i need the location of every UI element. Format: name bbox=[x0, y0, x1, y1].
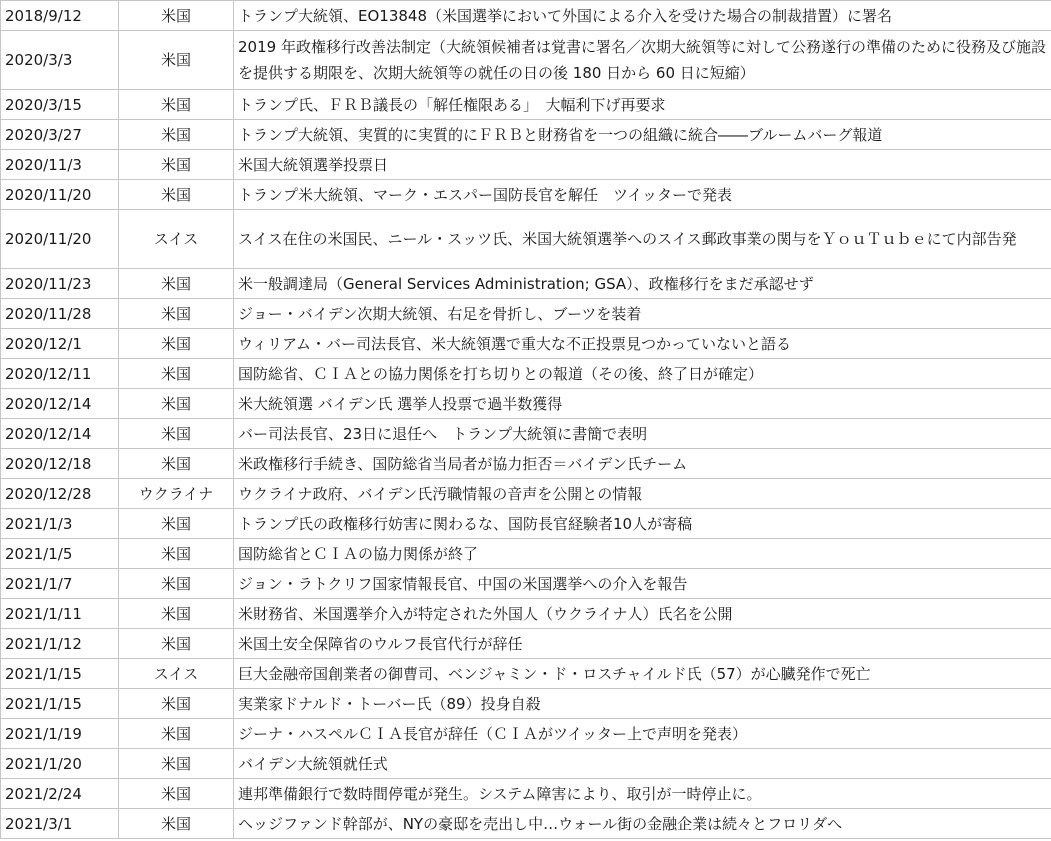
event-cell[interactable]: バイデン大統領就任式 bbox=[234, 749, 1051, 779]
event-cell[interactable]: ウィリアム・バー司法長官、米大統領選で重大な不正投票見つかっていないと語る bbox=[234, 329, 1051, 359]
country-cell[interactable]: 米国 bbox=[119, 31, 234, 90]
event-cell[interactable]: トランプ氏、ＦＲＢ議長の「解任権限ある」 大幅利下げ再要求 bbox=[234, 90, 1051, 120]
event-cell[interactable]: ジーナ・ハスペルＣＩＡ長官が辞任（ＣＩＡがツイッター上で声明を発表） bbox=[234, 719, 1051, 749]
table-row[interactable] bbox=[1, 659, 1051, 689]
event-cell[interactable]: 巨大金融帝国創業者の御曹司、ベンジャミン・ド・ロスチャイルド氏（57）が心臓発作で死亡 bbox=[234, 659, 1051, 689]
event-cell[interactable]: 実業家ドナルド・トーバー氏（89）投身自殺 bbox=[234, 689, 1051, 719]
event-cell[interactable]: ウクライナ政府、バイデン氏汚職情報の音声を公開との情報 bbox=[234, 479, 1051, 509]
table-row[interactable] bbox=[1, 629, 1051, 659]
country-cell[interactable]: ウクライナ bbox=[119, 479, 234, 509]
country-cell[interactable]: 米国 bbox=[119, 1, 234, 31]
table-row[interactable] bbox=[1, 779, 1051, 809]
country-cell[interactable]: 米国 bbox=[119, 389, 234, 419]
date-cell[interactable]: 2020/11/23 bbox=[1, 269, 119, 299]
event-cell[interactable]: 2019 年政権移行改善法制定（大統領候補者は覚書に署名／次期大統領等に対して公務遂行の準備のために役務及び施設を提供する期限を、次期大統領等の就任の日の後 180 日から 60 日に短縮） bbox=[234, 31, 1051, 90]
event-cell[interactable]: トランプ大統領、実質的に実質的にＦＲＢと財務省を一つの組織に統合――ブルームバーグ報道 bbox=[234, 120, 1051, 150]
date-cell[interactable]: 2020/12/28 bbox=[1, 479, 119, 509]
table-row[interactable] bbox=[1, 31, 1051, 90]
table-row[interactable] bbox=[1, 90, 1051, 120]
country-cell[interactable]: 米国 bbox=[119, 689, 234, 719]
table-row[interactable] bbox=[1, 419, 1051, 449]
table-row[interactable] bbox=[1, 359, 1051, 389]
event-cell[interactable]: バー司法長官、23日に退任へ トランプ大統領に書簡で表明 bbox=[234, 419, 1051, 449]
table-row[interactable] bbox=[1, 449, 1051, 479]
event-cell[interactable]: 米国大統領選挙投票日 bbox=[234, 150, 1051, 180]
date-cell[interactable]: 2021/1/12 bbox=[1, 629, 119, 659]
date-cell[interactable]: 2021/1/5 bbox=[1, 539, 119, 569]
table-row[interactable] bbox=[1, 809, 1051, 839]
table-row[interactable] bbox=[1, 269, 1051, 299]
table-row[interactable] bbox=[1, 509, 1051, 539]
table-row[interactable] bbox=[1, 389, 1051, 419]
table-row[interactable] bbox=[1, 1, 1051, 31]
country-cell[interactable]: 米国 bbox=[119, 329, 234, 359]
country-cell[interactable]: 米国 bbox=[119, 180, 234, 210]
date-cell[interactable]: 2021/2/24 bbox=[1, 779, 119, 809]
country-cell[interactable]: 米国 bbox=[119, 539, 234, 569]
date-cell[interactable]: 2020/11/3 bbox=[1, 150, 119, 180]
country-cell[interactable]: 米国 bbox=[119, 299, 234, 329]
table-row[interactable] bbox=[1, 689, 1051, 719]
event-cell[interactable]: 米国土安全保障省のウルフ長官代行が辞任 bbox=[234, 629, 1051, 659]
country-cell[interactable]: 米国 bbox=[119, 359, 234, 389]
country-cell[interactable]: 米国 bbox=[119, 749, 234, 779]
date-cell[interactable]: 2021/1/11 bbox=[1, 599, 119, 629]
country-cell[interactable]: 米国 bbox=[119, 509, 234, 539]
date-cell[interactable]: 2020/12/14 bbox=[1, 389, 119, 419]
date-cell[interactable]: 2020/3/15 bbox=[1, 90, 119, 120]
date-cell[interactable]: 2020/12/18 bbox=[1, 449, 119, 479]
event-cell[interactable]: 米大統領選 バイデン氏 選挙人投票で過半数獲得 bbox=[234, 389, 1051, 419]
country-cell[interactable]: 米国 bbox=[119, 779, 234, 809]
country-cell[interactable]: 米国 bbox=[119, 150, 234, 180]
date-cell[interactable]: 2021/1/15 bbox=[1, 659, 119, 689]
event-cell[interactable]: トランプ米大統領、マーク・エスパー国防長官を解任 ツイッターで発表 bbox=[234, 180, 1051, 210]
table-row[interactable] bbox=[1, 479, 1051, 509]
event-cell[interactable]: 連邦準備銀行で数時間停電が発生。システム障害により、取引が一時停止に。 bbox=[234, 779, 1051, 809]
date-cell[interactable]: 2020/11/20 bbox=[1, 180, 119, 210]
date-cell[interactable]: 2020/12/11 bbox=[1, 359, 119, 389]
event-cell[interactable]: ヘッジファンド幹部が、NYの豪邸を売出し中…ウォール街の金融企業は続々とフロリダへ bbox=[234, 809, 1051, 839]
table-row[interactable] bbox=[1, 180, 1051, 210]
event-cell[interactable]: 国防総省とＣＩＡの協力関係が終了 bbox=[234, 539, 1051, 569]
date-cell[interactable]: 2020/11/20 bbox=[1, 210, 119, 269]
table-row[interactable] bbox=[1, 120, 1051, 150]
country-cell[interactable]: 米国 bbox=[119, 599, 234, 629]
date-cell[interactable]: 2021/1/19 bbox=[1, 719, 119, 749]
event-cell[interactable]: スイス在住の米国民、ニール・スッツ氏、米国大統領選挙へのスイス郵政事業の関与をＹｏｕＴｕｂｅにて内部告発 bbox=[234, 210, 1051, 269]
country-cell[interactable]: 米国 bbox=[119, 719, 234, 749]
date-cell[interactable]: 2020/12/14 bbox=[1, 419, 119, 449]
event-cell[interactable]: トランプ氏の政権移行妨害に関わるな、国防長官経験者10人が寄稿 bbox=[234, 509, 1051, 539]
date-cell[interactable]: 2020/11/28 bbox=[1, 299, 119, 329]
country-cell[interactable]: 米国 bbox=[119, 90, 234, 120]
date-cell[interactable]: 2018/9/12 bbox=[1, 1, 119, 31]
event-cell[interactable]: 米一般調達局（General Services Administration; GSA）、政権移行をまだ承認せず bbox=[234, 269, 1051, 299]
event-cell[interactable]: トランプ大統領、EO13848（米国選挙において外国による介入を受けた場合の制裁措置）に署名 bbox=[234, 1, 1051, 31]
date-cell[interactable]: 2021/1/7 bbox=[1, 569, 119, 599]
event-cell[interactable]: 国防総省、ＣＩＡとの協力関係を打ち切りとの報道（その後、終了日が確定） bbox=[234, 359, 1051, 389]
country-cell[interactable]: 米国 bbox=[119, 120, 234, 150]
date-cell[interactable]: 2021/1/3 bbox=[1, 509, 119, 539]
table-row[interactable] bbox=[1, 150, 1051, 180]
country-cell[interactable]: 米国 bbox=[119, 449, 234, 479]
country-cell[interactable]: スイス bbox=[119, 659, 234, 689]
table-row[interactable] bbox=[1, 299, 1051, 329]
country-cell[interactable]: 米国 bbox=[119, 629, 234, 659]
date-cell[interactable]: 2021/1/20 bbox=[1, 749, 119, 779]
event-cell[interactable]: ジョン・ラトクリフ国家情報長官、中国の米国選挙への介入を報告 bbox=[234, 569, 1051, 599]
table-row[interactable] bbox=[1, 539, 1051, 569]
country-cell[interactable]: 米国 bbox=[119, 569, 234, 599]
event-cell[interactable]: ジョー・バイデン次期大統領、右足を骨折し、ブーツを装着 bbox=[234, 299, 1051, 329]
date-cell[interactable]: 2021/3/1 bbox=[1, 809, 119, 839]
timeline-table-body bbox=[1, 1, 1051, 839]
table-row[interactable] bbox=[1, 569, 1051, 599]
event-cell[interactable]: 米政権移行手続き、国防総省当局者が協力拒否＝バイデン氏チーム bbox=[234, 449, 1051, 479]
table-row[interactable] bbox=[1, 749, 1051, 779]
country-cell[interactable]: 米国 bbox=[119, 809, 234, 839]
date-cell[interactable]: 2021/1/15 bbox=[1, 689, 119, 719]
country-cell[interactable]: 米国 bbox=[119, 419, 234, 449]
table-row[interactable] bbox=[1, 210, 1051, 269]
date-cell[interactable]: 2020/3/27 bbox=[1, 120, 119, 150]
country-cell[interactable]: 米国 bbox=[119, 269, 234, 299]
table-row[interactable] bbox=[1, 329, 1051, 359]
event-cell[interactable]: 米財務省、米国選挙介入が特定された外国人（ウクライナ人）氏名を公開 bbox=[234, 599, 1051, 629]
table-row[interactable] bbox=[1, 599, 1051, 629]
date-cell[interactable]: 2020/12/1 bbox=[1, 329, 119, 359]
country-cell[interactable]: スイス bbox=[119, 210, 234, 269]
date-cell[interactable]: 2020/3/3 bbox=[1, 31, 119, 90]
table-row[interactable] bbox=[1, 719, 1051, 749]
